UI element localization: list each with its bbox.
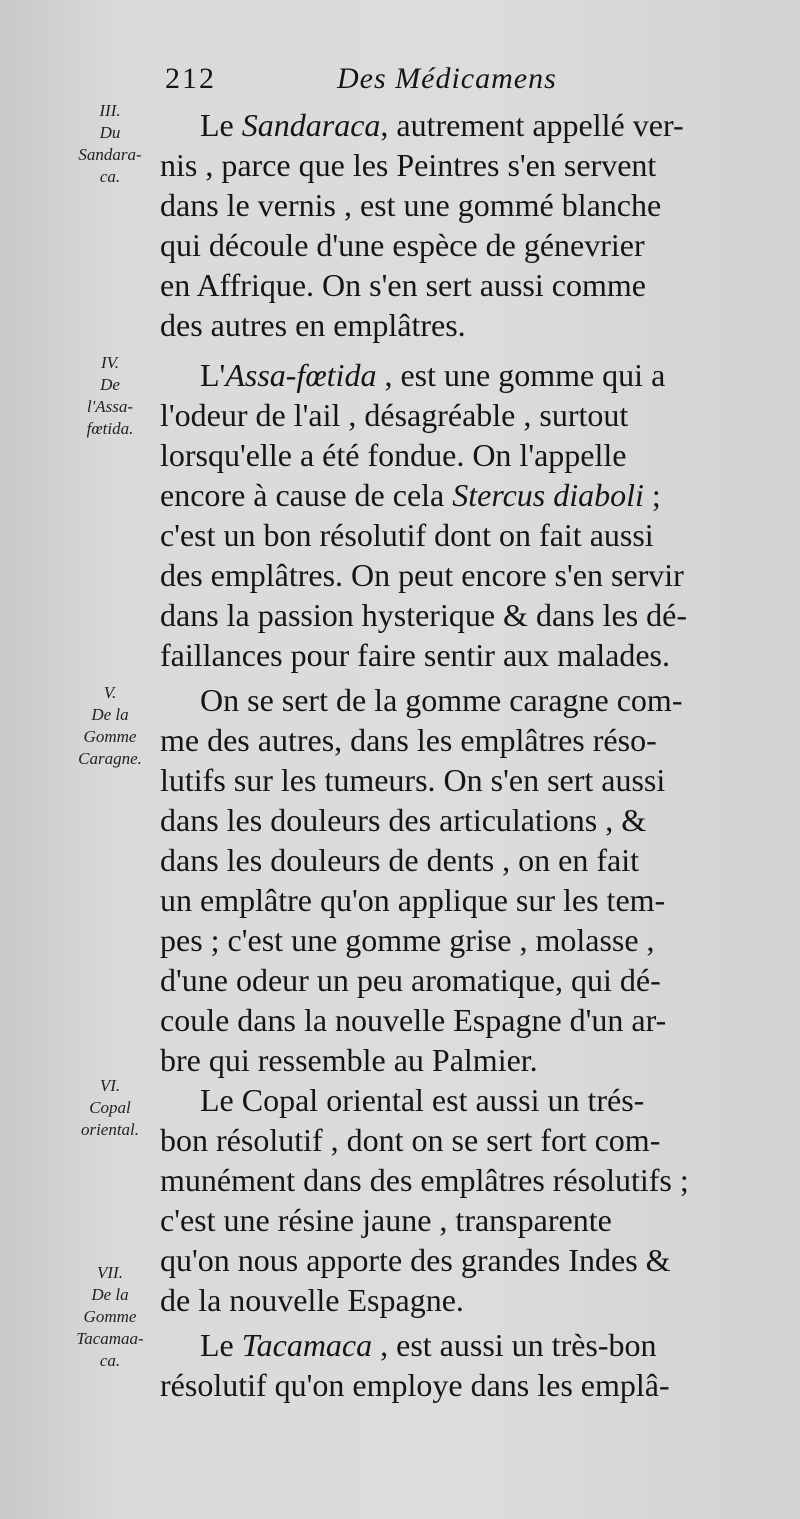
- text-line: On se sert de la gomme caragne com-: [200, 682, 683, 718]
- text-line: lutifs sur les tumeurs. On s'en sert aussi: [160, 762, 666, 798]
- text-line: Le Copal oriental est aussi un trés-: [200, 1082, 645, 1118]
- margin-note-line: ca.: [99, 167, 121, 186]
- margin-note-line: Gomme: [83, 727, 137, 746]
- margin-note-caragne: [60, 682, 160, 770]
- text-line: lorsqu'elle a été fondue. On l'appelle: [160, 437, 627, 473]
- margin-note-line: fœtida.: [86, 419, 134, 438]
- margin-note-line: Gomme: [83, 1307, 137, 1326]
- text-line: l'odeur de l'ail , désagréable , surtout: [160, 397, 629, 433]
- text-line: de la nouvelle Espagne.: [160, 1282, 464, 1318]
- text-line: encore à cause de cela Stercus diaboli ;: [160, 477, 661, 513]
- text-line: d'une odeur un peu aromatique, qui dé-: [160, 962, 661, 998]
- text-line: dans les douleurs de dents , on en fait: [160, 842, 639, 878]
- text-line: en Affrique. On s'en sert aussi comme: [160, 267, 646, 303]
- text-line: dans la passion hysterique & dans les dé-: [160, 597, 687, 633]
- emphasis-assa-foetida: Assa-fœtida: [225, 357, 377, 393]
- margin-note-sandaraca: [60, 100, 160, 188]
- margin-note-line: Sandara-: [78, 145, 142, 164]
- margin-note-line: Caragne.: [78, 749, 142, 768]
- page-number: 212: [165, 62, 216, 95]
- text-line: dans les douleurs des articulations , &: [160, 802, 647, 838]
- margin-note-numeral: IV.: [100, 353, 120, 372]
- margin-note-line: De: [100, 375, 120, 394]
- margin-note-numeral: VII.: [97, 1263, 123, 1282]
- margin-note-line: Copal: [89, 1098, 131, 1117]
- margin-note-line: ca.: [99, 1351, 121, 1370]
- margin-note-numeral: VI.: [99, 1076, 121, 1095]
- text-line: des emplâtres. On peut encore s'en servir: [160, 557, 684, 593]
- text-line: qui découle d'une espèce de génevrier: [160, 227, 645, 263]
- margin-note-numeral: V.: [103, 683, 117, 702]
- margin-note-line: Tacamaa-: [76, 1329, 144, 1348]
- text-line: munément dans des emplâtres résolutifs ;: [160, 1162, 689, 1198]
- running-title: Des Médicamens: [337, 62, 557, 95]
- text-line: un emplâtre qu'on applique sur les tem-: [160, 882, 666, 918]
- margin-note-numeral: III.: [99, 101, 121, 120]
- margin-note-line: De la: [91, 705, 129, 724]
- margin-note-line: l'Assa-: [86, 397, 134, 416]
- text-line: qu'on nous apporte des grandes Indes &: [160, 1242, 671, 1278]
- text-line: c'est une résine jaune , transparente: [160, 1202, 612, 1238]
- margin-note-line: Du: [99, 123, 121, 142]
- margin-note-copal: [60, 1075, 160, 1141]
- margin-note-line: oriental.: [80, 1120, 140, 1139]
- margin-note-assa-foetida: [60, 352, 160, 440]
- text-line: c'est un bon résolutif dont on fait aussi: [160, 517, 654, 553]
- text-line: bre qui ressemble au Palmier.: [160, 1042, 538, 1078]
- emphasis-stercus-diaboli: Stercus diaboli: [452, 477, 644, 513]
- text-line: L'Assa-fœtida , est une gomme qui a: [200, 357, 666, 393]
- margin-note-line: De la: [91, 1285, 129, 1304]
- text-line: résolutif qu'on employe dans les emplâ-: [160, 1367, 670, 1403]
- text-line: pes ; c'est une gomme grise , molasse ,: [160, 922, 655, 958]
- margin-note-tacamaca: [60, 1262, 160, 1372]
- emphasis-tacamaca: Tacamaca: [241, 1327, 373, 1363]
- text-line: faillances pour faire sentir aux malades.: [160, 637, 670, 673]
- text-line: des autres en emplâtres.: [160, 307, 466, 343]
- text-line: coule dans la nouvelle Espagne d'un ar-: [160, 1002, 667, 1038]
- text-line: dans le vernis , est une gommé blanche: [160, 187, 662, 223]
- text-line: bon résolutif , dont on se sert fort com-: [160, 1122, 661, 1158]
- emphasis-sandaraca: Sandaraca: [241, 107, 381, 143]
- text-line: nis , parce que les Peintres s'en servent: [160, 147, 657, 183]
- text-line: Le Tacamaca , est aussi un très-bon: [200, 1327, 657, 1363]
- text-line: me des autres, dans les emplâtres réso-: [160, 722, 657, 758]
- text-line: Le Sandaraca, autrement appellé ver-: [200, 107, 684, 143]
